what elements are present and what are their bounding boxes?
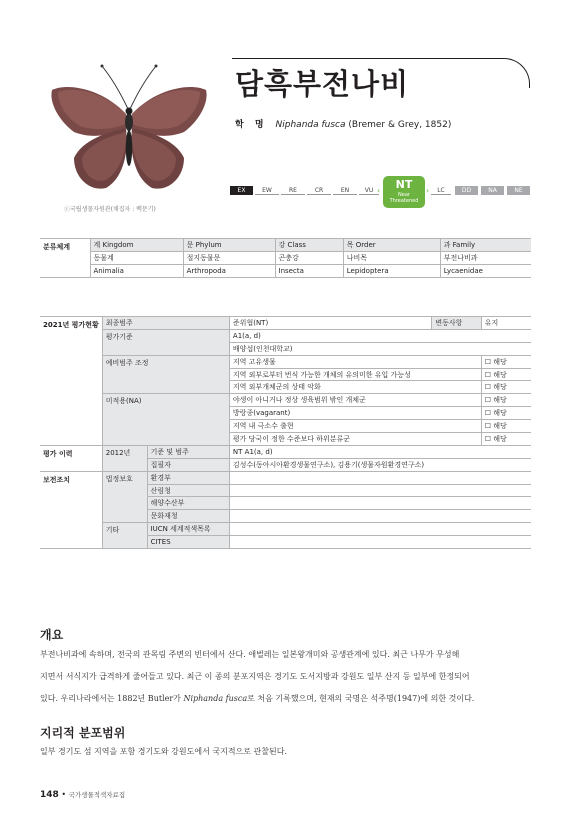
status-cr: CR <box>307 186 331 195</box>
taxonomy-table <box>40 238 531 278</box>
status-nt-code: NT <box>395 178 413 191</box>
other-label: 기타 <box>102 523 147 549</box>
taxonomy-header-order: 목 Order <box>343 239 440 252</box>
legal-item: 해양수산부 <box>147 497 229 510</box>
status-en: EN <box>333 186 357 195</box>
table-row <box>40 329 531 342</box>
table-row <box>40 317 531 330</box>
table-row <box>40 394 531 407</box>
taxonomy-header-family: 과 Family <box>440 239 531 252</box>
taxonomy-cell: Insecta <box>275 264 343 277</box>
na-item: 방랑종(vagarant) <box>229 407 481 420</box>
scientific-name-author: (Bremer & Grey, 1852) <box>348 120 452 130</box>
adjust-label: 예비범주 조정 <box>102 355 229 394</box>
legal-item-value <box>229 510 531 523</box>
overview-text <box>40 644 540 710</box>
adjust-item: 지역 외부로부터 번식 가능한 개체의 유의미한 유입 가능성 <box>229 368 481 381</box>
status-na: NA <box>481 186 504 195</box>
distribution-title: 지리적 분포범위 <box>40 726 126 740</box>
taxonomy-header-class: 강 Class <box>275 239 343 252</box>
history-criteria-label: 기준 및 범주 <box>147 445 229 458</box>
table-row <box>40 471 531 484</box>
evaluation-table <box>40 316 531 549</box>
distribution-text <box>40 741 540 763</box>
na-item: 야생이 아니거나 정상 생육범위 밖인 개체군 <box>229 394 481 407</box>
photo-credit: ⓒ국립생물자원관(채집자 : 백문기) <box>64 206 156 213</box>
status-lc: LC <box>431 186 451 195</box>
change-value: 유지 <box>481 317 531 330</box>
book-title: 국가생물적색자료집 <box>68 791 126 799</box>
taxonomy-header-kingdom: 계 Kingdom <box>90 239 183 252</box>
chevron-right-icon: › <box>426 186 430 195</box>
taxonomy-cell: 동물계 <box>90 251 183 264</box>
overview-line-1: 부전나비과에 속하며, 전국의 관목림 주변의 빈터에서 산다. 애벌레는 일본왕개미와 공생관계에 있다. 최근 나무가 무성해 <box>40 650 460 659</box>
legal-protection-label: 법정보호 <box>102 471 147 523</box>
eval-2021-title: 2021년 평가현황 <box>40 317 102 446</box>
status-vu: VU <box>359 186 379 195</box>
checkbox-applicable: ☐ 해당 <box>481 420 531 433</box>
taxonomy-cell: 나비목 <box>343 251 440 264</box>
history-writer-value: 김성수(동아시아환경생물연구소), 김용기(생물자원환경연구소) <box>229 458 531 471</box>
status-nt-sub-2: Threatened <box>389 198 419 204</box>
checkbox-applicable: ☐ 해당 <box>481 394 531 407</box>
history-criteria-value: NT A1(a, d) <box>229 445 531 458</box>
overview-line-2: 지면서 서식지가 급격하게 줄어들고 있다. 최근 이 종의 분포지역은 경기도 도서지방과 강원도 일부 산지 등 일부에 한정되어 <box>40 672 470 681</box>
criteria-label: 평가기준 <box>102 329 229 355</box>
na-label: 미적용(NA) <box>102 394 229 446</box>
table-row <box>40 264 531 277</box>
status-nt-sub-1: Near <box>398 192 410 198</box>
other-item: IUCN 세계적색목록 <box>147 523 229 536</box>
overview-title: 개요 <box>40 628 64 642</box>
evaluator-value: 배양섭(인천대학교) <box>229 342 531 355</box>
taxonomy-cell: Arthropoda <box>183 264 275 277</box>
checkbox-applicable: ☐ 해당 <box>481 381 531 394</box>
other-item-value <box>229 536 531 549</box>
scientific-name-label: 학 명 <box>235 120 268 130</box>
red-list-status-scale <box>230 176 530 202</box>
adjust-item: 지역 외부개체군의 상태 악화 <box>229 381 481 394</box>
taxonomy-cell: 부전나비과 <box>440 251 531 264</box>
taxonomy-cell: Animalia <box>90 264 183 277</box>
taxonomy-cell: Lepidoptera <box>343 264 440 277</box>
taxonomy-cell: 곤충강 <box>275 251 343 264</box>
table-row <box>40 445 531 458</box>
overview-line-3 <box>40 688 540 710</box>
legal-item: 문화재청 <box>147 510 229 523</box>
history-writer-label: 집필자 <box>147 458 229 471</box>
page-footer <box>40 790 125 800</box>
overview-line-3b: 로 처음 기록했으며, 현재의 국명은 석주명(1947)에 의한 것이다. <box>247 694 475 703</box>
taxonomy-title: 분류체계 <box>40 239 90 278</box>
checkbox-applicable: ☐ 해당 <box>481 433 531 446</box>
history-year: 2012년 <box>102 445 147 471</box>
na-item: 지역 내 극소수 출현 <box>229 420 481 433</box>
final-category-value: 준위협(NT) <box>229 317 431 330</box>
overview-species-italic: Niphanda fusca <box>183 694 248 703</box>
chevron-left-icon: ‹ <box>377 186 381 195</box>
page-number: 148 <box>40 790 59 800</box>
scientific-name-row <box>235 117 451 130</box>
taxonomy-header-phylum: 문 Phylum <box>183 239 275 252</box>
footer-separator: • <box>61 790 67 799</box>
history-title: 평가 이력 <box>40 445 102 471</box>
taxonomy-cell: 절지동물문 <box>183 251 275 264</box>
table-row <box>40 355 531 368</box>
status-ex: EX <box>230 186 253 195</box>
status-re: RE <box>281 186 305 195</box>
legal-item-value <box>229 471 531 484</box>
criteria-value: A1(a, d) <box>229 329 531 342</box>
table-row <box>40 251 531 264</box>
checkbox-applicable: ☐ 해당 <box>481 368 531 381</box>
taxonomy-cell: Lycaenidae <box>440 264 531 277</box>
protection-title: 보전조치 <box>40 471 102 548</box>
species-korean-name: 담흑부전나비 <box>235 67 410 101</box>
table-row <box>40 523 531 536</box>
adjust-item: 지역 고유생물 <box>229 355 481 368</box>
overview-line-3a: 있다. 우리나라에서는 1882년 Butler가 <box>40 694 184 703</box>
legal-item: 산림청 <box>147 484 229 497</box>
other-item-value <box>229 523 531 536</box>
final-category-label: 최종범주 <box>102 317 229 330</box>
status-nt-current <box>383 176 425 208</box>
table-row <box>40 239 531 252</box>
butterfly-photo <box>44 62 214 202</box>
scientific-name: Niphanda fusca <box>275 120 346 130</box>
other-item: CITES <box>147 536 229 549</box>
distribution-line: 일부 경기도 섬 지역을 포함 경기도와 강원도에서 국지적으로 관찰된다. <box>40 747 287 756</box>
legal-item: 환경부 <box>147 471 229 484</box>
status-ne: NE <box>507 186 530 195</box>
na-item: 평가 당국이 정한 수준보다 하위분류군 <box>229 433 481 446</box>
checkbox-applicable: ☐ 해당 <box>481 355 531 368</box>
change-label: 변동사항 <box>432 317 481 330</box>
checkbox-applicable: ☐ 해당 <box>481 407 531 420</box>
status-dd: DD <box>455 186 478 195</box>
status-ew: EW <box>255 186 279 195</box>
legal-item-value <box>229 497 531 510</box>
legal-item-value <box>229 484 531 497</box>
